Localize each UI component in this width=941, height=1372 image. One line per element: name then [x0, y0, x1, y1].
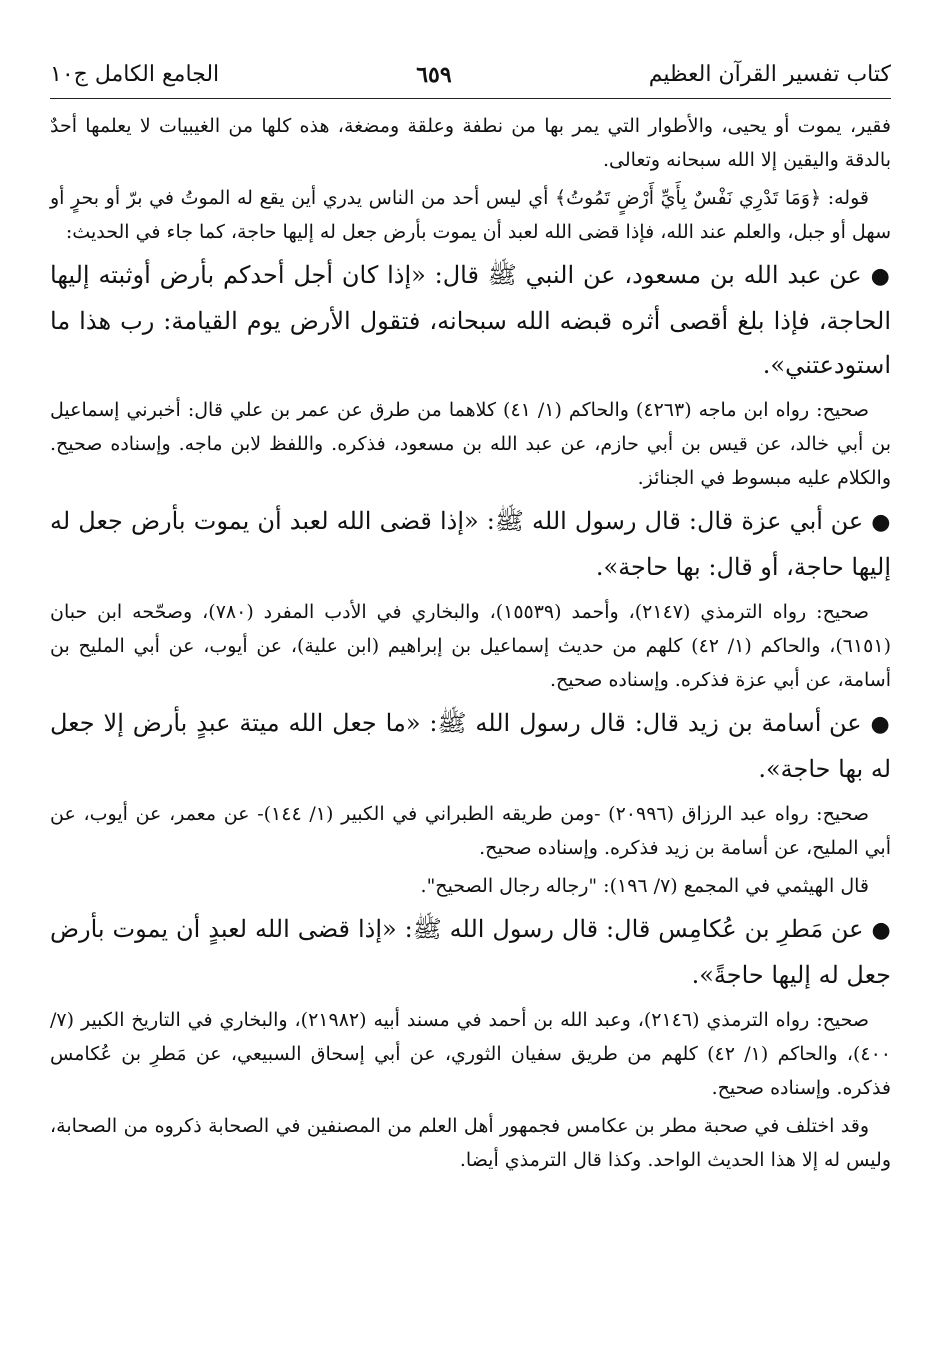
hadith-text: عن أبي عزة قال: قال رسول الله ﷺ: «إذا قضى الله لعبد أن يموت بأرض جعل له إليها حاجة، أو قال: بها حاجة». [50, 507, 891, 581]
note-text: صحيح: رواه الترمذي (٢١٤٧)، وأحمد (١٥٥٣٩)، والبخاري في الأدب المفرد (٧٨٠)، وصحّحه ابن حبان (٦١٥١)، والحاكم (١/ ٤٢) كلهم من حديث إسماعيل بن إبراهيم (ابن علية)، عن أيوب، عن أبي المليح بن أسامة، عن أبي عزة فذكره. وإسناده صحيح. [50, 601, 891, 691]
paragraph [50, 181, 891, 249]
hadith [50, 701, 891, 791]
note-text: صحيح: رواه الترمذي (٢١٤٦)، وعبد الله بن أحمد في مسند أبيه (٢١٩٨٢)، والبخاري في التاريخ الكبير (٧/ ٤٠٠)، والحاكم (١/ ٤٢) كلهم من طريق سفيان الثوري، عن أبي إسحاق السبيعي، عن مَطرِ بن عُكامس فذكره. وإسناده صحيح. [50, 1009, 891, 1099]
takhrij-note [50, 797, 891, 865]
note-text: صحيح: رواه عبد الرزاق (٢٠٩٩٦) -ومن طريقه الطبراني في الكبير (١/ ١٤٤)- عن معمر، عن أيوب، عن أبي المليح، عن أسامة بن زيد فذكره. وإسناده صحيح. [50, 803, 891, 859]
page-body [50, 109, 891, 1177]
bullet-icon: ● [870, 712, 891, 737]
hadith [50, 499, 891, 589]
takhrij-note [50, 1003, 891, 1105]
paragraph [50, 109, 891, 177]
bullet-icon: ● [871, 510, 891, 535]
hadith-text: عن مَطرِ بن عُكامِس قال: قال رسول الله ﷺ: «إذا قضى الله لعبدٍ أن يموت بأرض جعل له إليها حاجةً». [50, 915, 891, 989]
hadith-text: عن أسامة بن زيد قال: قال رسول الله ﷺ: «ما جعل الله ميتة عبدٍ بأرض إلا جعل له بها حاجة». [50, 709, 891, 783]
bullet-icon: ● [871, 918, 891, 943]
takhrij-note [50, 869, 891, 903]
takhrij-note [50, 393, 891, 495]
note-text: قال الهيثمي في المجمع (٧/ ١٩٦): "رجاله رجال الصحيح". [420, 875, 869, 897]
note-text: وقد اختلف في صحبة مطر بن عكامس فجمهور أهل العلم من المصنفين في الصحابة ذكروه من الصحابة، وليس له إلا هذا الحديث الواحد. وكذا قال الترمذي أيضا. [50, 1115, 891, 1171]
bullet-icon: ● [870, 264, 891, 289]
takhrij-note [50, 595, 891, 697]
hadith [50, 907, 891, 997]
paragraph-text: فقير، يموت أو يحيى، والأطوار التي يمر بها من نطفة وعلقة ومضغة، هذه كلها من الغيبيات لا يعلمها أحدٌ بالدقة واليقين إلا الله سبحانه وتعالى. [50, 115, 891, 171]
paragraph-text: قوله: ﴿وَمَا تَدْرِي نَفْسٌ بِأَيِّ أَرْضٍ تَمُوتُ﴾ أي ليس أحد من الناس يدري أين يقع له الموتُ في برّ أو بحرٍ أو سهل أو جبل، والعلم عند الله، فإذا قضى الله لعبد أن يموت بأرض جعل له إليها حاجة، كما جاء في الحديث: [50, 187, 891, 243]
book-title: كتاب تفسير القرآن العظيم [648, 62, 891, 87]
takhrij-note [50, 1109, 891, 1177]
page-number: ٦٥٩ [416, 62, 452, 88]
hadith [50, 253, 891, 387]
volume-title: الجامع الكامل ج١٠ [50, 62, 220, 87]
note-text: صحيح: رواه ابن ماجه (٤٢٦٣) والحاكم (١/ ٤١) كلاهما من طرق عن عمر بن علي قال: أخبرني إسماعيل بن أبي خالد، عن قيس بن أبي حازم، عن عبد الله بن مسعود، فذكره. واللفظ لابن ماجه. وإسناده صحيح. والكلام عليه مبسوط في الجنائز. [50, 399, 891, 489]
page-header [50, 60, 891, 99]
hadith-text: عن عبد الله بن مسعود، عن النبي ﷺ قال: «إذا كان أجل أحدكم بأرض أوثبته إليها الحاجة، فإذا بلغ أقصى أثره قبضه الله سبحانه، فتقول الأرض يوم القيامة: رب هذا ما استودعتني». [50, 261, 891, 379]
